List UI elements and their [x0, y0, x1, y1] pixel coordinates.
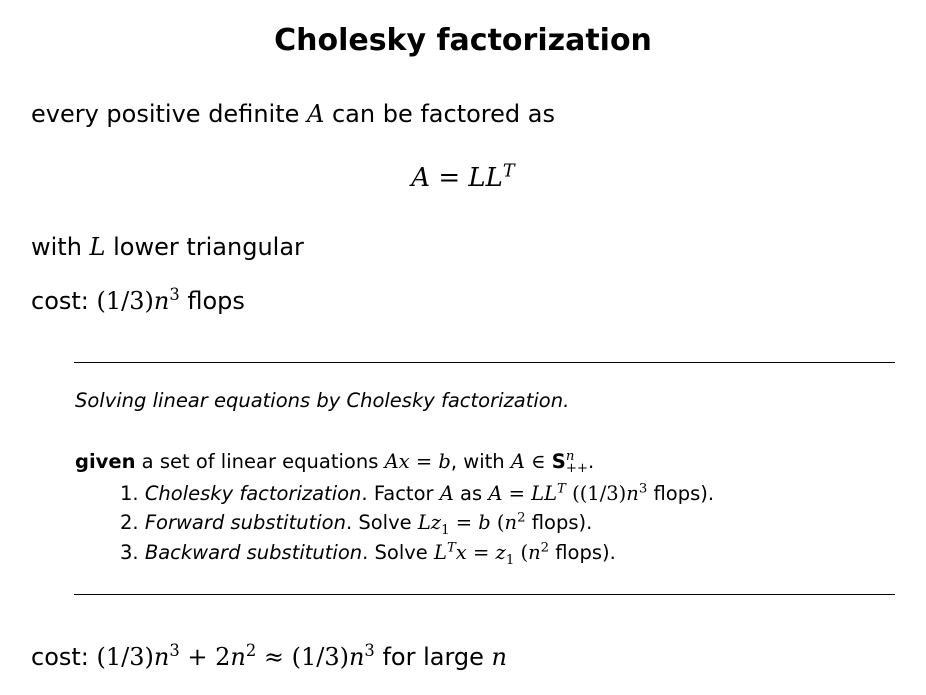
cost-expr: (1/3) — [96, 287, 154, 315]
step-symbol-A: A — [439, 482, 454, 505]
slide-title: Cholesky factorization — [274, 23, 652, 58]
step-cost-n: n — [504, 511, 518, 534]
algorithm-top-rule — [74, 362, 895, 363]
step-cost-open: ( — [514, 541, 529, 564]
step-name: Backward substitution — [144, 541, 363, 564]
step-equation-b: x = z — [455, 541, 506, 564]
cost-exp1: 3 — [169, 641, 180, 660]
step-verb: Factor — [373, 482, 440, 505]
cost-n3: n — [348, 643, 365, 671]
cost-exp: 3 — [169, 285, 180, 304]
symbol-L: L — [89, 233, 106, 261]
step-sep: . — [345, 511, 359, 534]
step-number: 1. — [120, 482, 139, 505]
step-equation-b: = b — [449, 511, 491, 534]
cost-tail: for large — [374, 643, 492, 671]
equation-rhs: LL — [468, 163, 503, 193]
algorithm-bottom-rule — [74, 594, 895, 595]
algorithm-step-1 — [120, 482, 714, 505]
cost-term-1: (1/3) — [96, 643, 154, 671]
cost-line-1 — [31, 287, 245, 315]
given-text2: , with — [450, 450, 511, 473]
step-cost-n: n — [528, 541, 541, 564]
step-equation-a: Lz — [417, 511, 442, 534]
intro-text-end: can be factored as — [324, 100, 555, 128]
step-cost-close: flops). — [549, 541, 616, 564]
step-cost-exp: 2 — [517, 510, 526, 526]
intro-line — [31, 100, 555, 128]
cost-label: cost: — [31, 643, 97, 671]
cost-n1: n — [153, 643, 170, 671]
algorithm-heading: Solving linear equations by Cholesky factorization. — [75, 389, 570, 412]
with-text: with — [31, 233, 90, 261]
step-transpose: T — [557, 481, 566, 497]
step-sep: . — [362, 541, 375, 564]
step-verb: Solve — [374, 541, 434, 564]
step-cost-open: ( — [490, 511, 505, 534]
cost-line-2 — [31, 643, 507, 671]
given-set-sub: ++ — [565, 461, 589, 476]
cost-plus: + 2 — [179, 643, 231, 671]
cost-exp2: 2 — [245, 641, 257, 660]
intro-text: every positive definite — [31, 100, 307, 128]
cost-exp3: 3 — [364, 641, 375, 660]
equation-lhs: A — [411, 163, 431, 193]
step-equation-sub: 1 — [441, 522, 450, 538]
step-equation-sub: 1 — [505, 552, 515, 568]
step-equation-a: L — [434, 541, 447, 564]
given-set-A: A ∈ — [510, 450, 552, 473]
step-cost-n: n — [626, 482, 639, 505]
given-set-scripts — [566, 451, 588, 475]
step-name: Cholesky factorization — [144, 482, 362, 505]
step-mid: as — [453, 482, 489, 505]
with-text-end: lower triangular — [105, 233, 304, 261]
step-equation-sup: T — [446, 540, 456, 556]
step-sep: . — [361, 482, 374, 505]
equation-equals: = — [430, 163, 469, 193]
step-cost-open: ((1/3) — [565, 482, 627, 505]
algorithm-step-2 — [120, 510, 593, 538]
algorithm-step-3 — [120, 540, 616, 568]
step-number: 3. — [120, 541, 139, 564]
given-label: given — [75, 450, 136, 473]
given-text: a set of linear equations — [135, 450, 385, 473]
cost-n-last: n — [491, 643, 507, 671]
step-cost-close: flops). — [647, 482, 715, 505]
given-equation: Ax = b — [384, 450, 451, 473]
cost-n2: n — [230, 643, 246, 671]
step-cost-close: flops). — [525, 511, 593, 534]
with-line — [31, 233, 304, 261]
given-set-sup: n — [565, 449, 575, 465]
step-number: 2. — [120, 511, 139, 534]
cholesky-equation — [0, 163, 926, 193]
algorithm-given — [75, 450, 594, 475]
step-verb: Solve — [358, 511, 418, 534]
step-cost-exp: 3 — [638, 481, 648, 497]
step-name: Forward substitution — [144, 511, 346, 534]
given-set-S: S — [551, 450, 566, 473]
step-equation: A = LL — [488, 482, 558, 505]
step-cost-exp: 2 — [540, 540, 550, 556]
cost-approx: ≈ (1/3) — [256, 643, 349, 671]
cost-label: cost: — [31, 287, 97, 315]
cost-unit: flops — [179, 287, 245, 315]
given-end: . — [588, 450, 595, 473]
cost-n: n — [153, 287, 170, 315]
symbol-A: A — [307, 100, 325, 128]
equation-transpose: T — [502, 161, 515, 182]
